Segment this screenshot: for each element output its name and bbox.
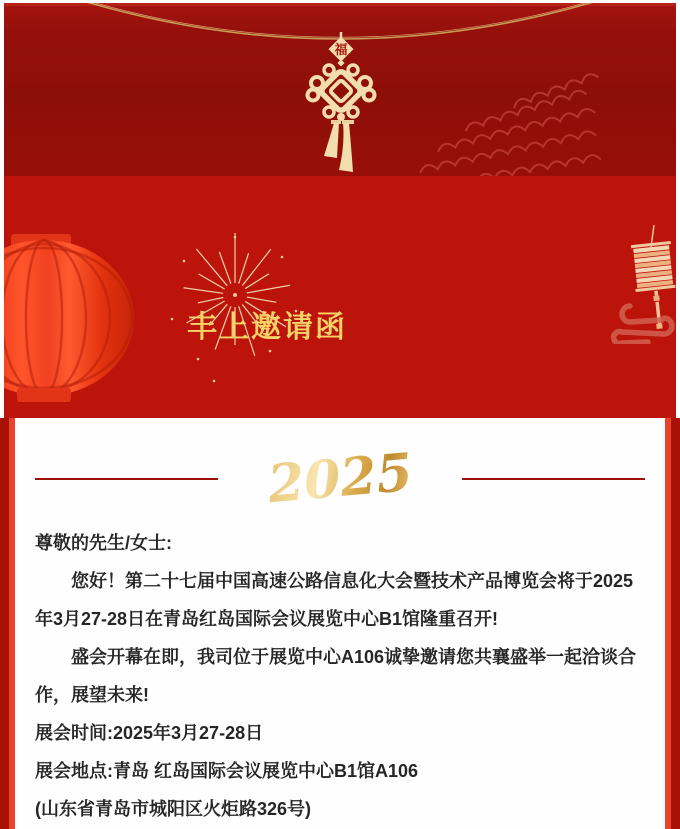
invitation-paragraph: (山东省青岛市城阳区火炬路326号)	[35, 799, 312, 819]
left-divider-line	[35, 478, 218, 480]
invitation-section	[0, 418, 680, 829]
red-lantern-icon	[4, 226, 169, 418]
fu-blessing-icon: 福	[334, 42, 348, 57]
invitation-paragraph: 您好！第二十七届中国高速公路信息化大会暨技术产品博览会将于2025年3月27-28日在青岛红岛国际会议展览中心B1馆隆重召开!	[35, 571, 634, 629]
invitation-paragraph: 尊敬的先生/女士:	[35, 533, 172, 553]
hero-title: 丰上邀请函	[187, 311, 347, 344]
hero-banner	[4, 176, 676, 418]
invitation-paragraph: 展会地点:青岛 红岛国际会议展览中心B1馆A106	[35, 761, 419, 781]
invitation-card	[15, 418, 665, 829]
chinese-knot-icon	[281, 30, 401, 176]
year-header	[35, 441, 645, 516]
right-accent-strip	[665, 418, 671, 829]
auspicious-cloud-icon	[600, 298, 676, 344]
invitation-paragraph: 盛会开幕在即，我司位于展览中心A106诚挚邀请您共襄盛举一起洽谈合作，展望未来!	[35, 647, 637, 705]
invitation-text	[35, 524, 647, 828]
snake-scales-icon	[396, 36, 676, 176]
right-divider-line	[462, 478, 645, 480]
top-banner	[4, 3, 676, 176]
invitation-paragraph: 展会时间:2025年3月27-28日	[35, 723, 264, 743]
year-2025-script: 2025	[260, 446, 421, 511]
